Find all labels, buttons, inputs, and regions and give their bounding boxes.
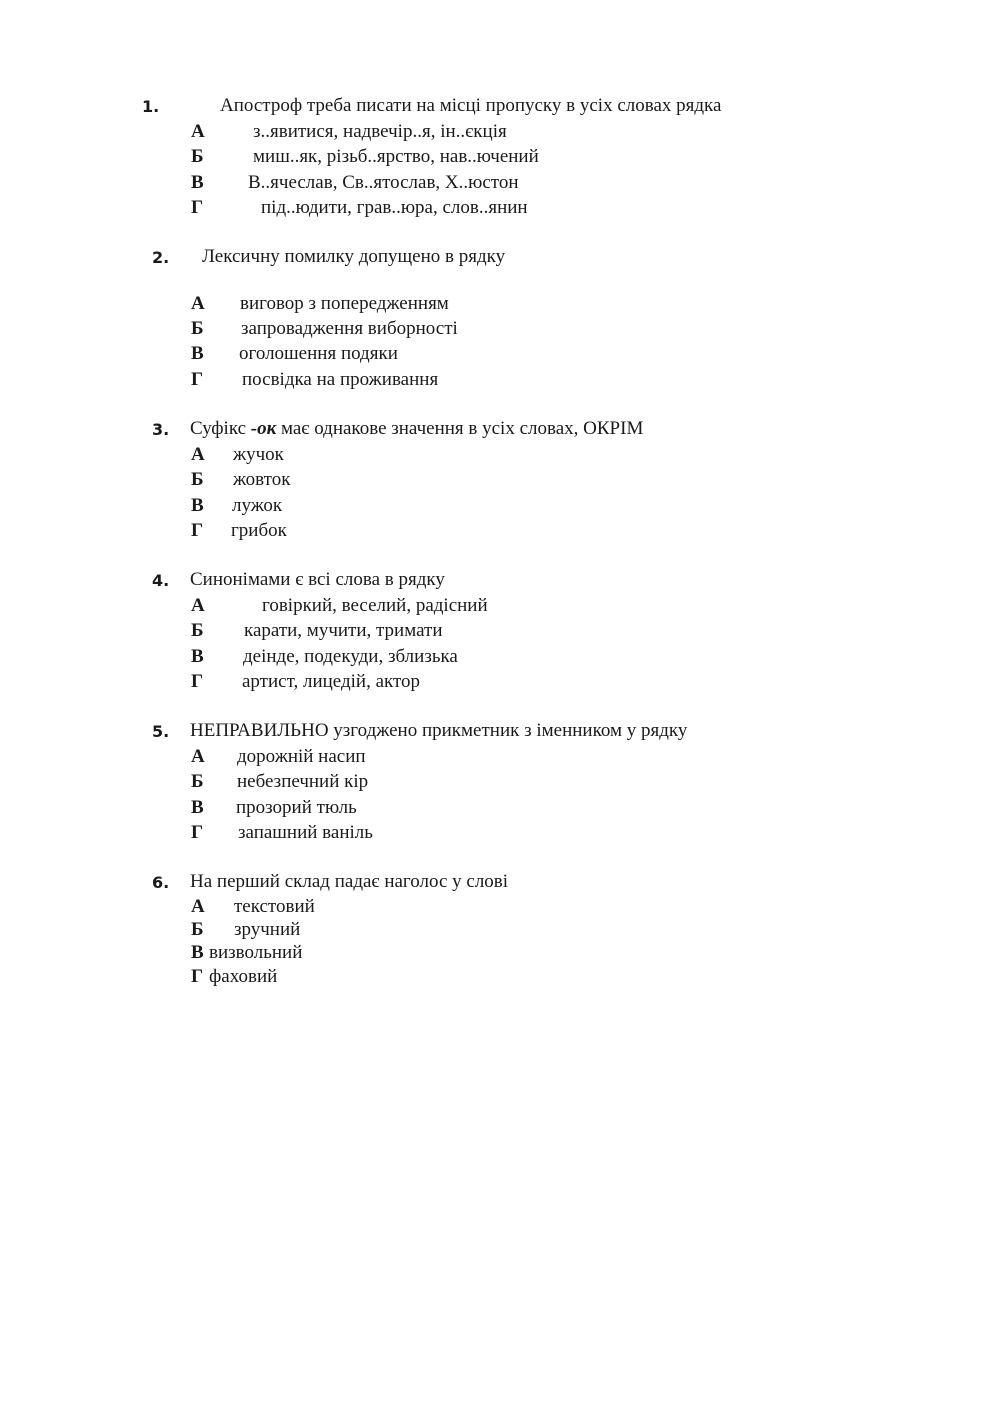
question-6-option-a-letter: А <box>191 896 205 917</box>
question-1-option-a-letter: А <box>191 121 205 142</box>
question-1-option-a-text: з..явитися, надвечір..я, ін..єкція <box>253 121 507 142</box>
question-5-prompt: НЕПРАВИЛЬНО узгоджено прикметник з іменником у рядку <box>190 720 688 741</box>
question-6-option-b-letter: Б <box>191 919 204 940</box>
question-1-option-d-letter: Г <box>191 197 204 218</box>
question-2-option-b-text: запровадження виборності <box>241 318 458 339</box>
question-1-option-b-text: миш..як, різьб..ярство, нав..ючений <box>253 146 539 167</box>
question-3-number: 3. <box>152 420 170 439</box>
question-2-option-a-letter: А <box>191 293 205 314</box>
question-1-option-c-text: В..ячеслав, Св..ятослав, Х..юстон <box>248 172 519 193</box>
question-6-number: 6. <box>152 873 170 892</box>
question-4-option-d-text: артист, лицедій, актор <box>242 671 421 692</box>
question-3-prompt <box>190 418 643 440</box>
question-2-prompt: Лексичну помилку допущено в рядку <box>202 246 506 267</box>
question-5-option-b-letter: Б <box>191 771 204 792</box>
question-1-option-d-text: під..юдити, грав..юра, слов..янин <box>261 197 528 218</box>
question-5-option-d-text: запашний ваніль <box>238 822 373 843</box>
question-2-number: 2. <box>152 248 170 267</box>
question-6-prompt: На перший склад падає наголос у слові <box>190 871 509 892</box>
question-5-option-a-letter: А <box>191 746 205 767</box>
question-2-option-c-letter: В <box>191 343 204 364</box>
question-4-option-a-text: говіркий, веселий, радісний <box>262 595 488 616</box>
question-3-suffix: -ок <box>250 418 277 439</box>
question-3-prompt-after: має однакове значення в усіх словах, ОКРІМ <box>276 418 644 439</box>
question-5-option-d-letter: Г <box>191 822 204 843</box>
question-6-option-d-text: фаховий <box>209 966 278 987</box>
question-5-number: 5. <box>152 722 170 741</box>
question-1-prompt: Апостроф треба писати на місці пропуску в усіх словах рядка <box>220 95 722 116</box>
question-4-option-c-text: деінде, подекуди, зблизька <box>243 646 458 667</box>
question-3-option-c-text: лужок <box>232 495 283 516</box>
question-4-option-d-letter: Г <box>191 671 204 692</box>
question-1-option-b-letter: Б <box>191 146 204 167</box>
question-6-option-d-letter: Г <box>191 966 204 987</box>
question-3-option-a-letter: А <box>191 444 205 465</box>
question-3-option-c-letter: В <box>191 495 204 516</box>
question-6-option-b-text: зручний <box>234 919 301 940</box>
question-5-option-a-text: дорожній насип <box>237 746 366 767</box>
question-6-option-c-letter: В <box>191 942 204 963</box>
question-3-option-a-text: жучок <box>233 444 284 465</box>
question-6-option-a-text: текстовий <box>234 896 315 917</box>
question-2-option-d-letter: Г <box>191 369 204 390</box>
question-3-option-d-letter: Г <box>191 520 204 541</box>
question-2-option-a-text: виговор з попередженням <box>240 293 449 314</box>
question-6-option-c-text: визвольний <box>209 942 303 963</box>
question-4-option-a-letter: А <box>191 595 205 616</box>
question-1-number: 1. <box>142 97 160 116</box>
question-2-option-c-text: оголошення подяки <box>239 343 398 364</box>
question-2-option-b-letter: Б <box>191 318 204 339</box>
question-2-option-d-text: посвідка на проживання <box>242 369 439 390</box>
question-4-prompt: Синонімами є всі слова в рядку <box>190 569 445 590</box>
question-3-option-b-letter: Б <box>191 469 204 490</box>
question-4-option-c-letter: В <box>191 646 204 667</box>
question-5-option-c-letter: В <box>191 797 204 818</box>
question-3-prompt-before: Суфікс <box>190 418 251 439</box>
question-1-option-c-letter: В <box>191 172 204 193</box>
question-4-number: 4. <box>152 571 170 590</box>
question-4-option-b-text: карати, мучити, тримати <box>244 620 443 641</box>
question-3-option-d-text: грибок <box>231 520 287 541</box>
question-3-option-b-text: жовток <box>233 469 291 490</box>
question-4-option-b-letter: Б <box>191 620 204 641</box>
question-5-option-c-text: прозорий тюль <box>236 797 357 818</box>
question-5-option-b-text: небезпечний кір <box>237 771 369 792</box>
